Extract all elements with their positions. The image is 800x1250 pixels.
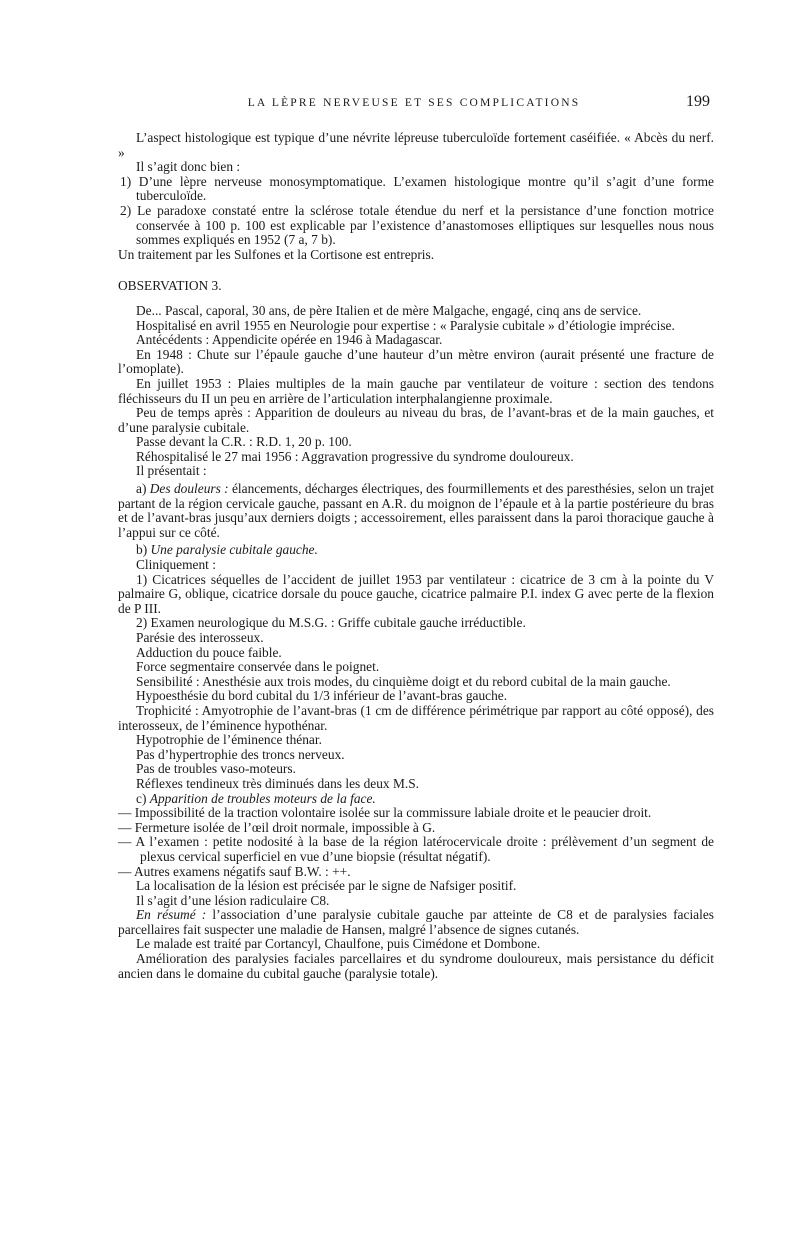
paragraph: 2) Examen neurologique du M.S.G. : Griffe cubitale gauche irréductible. <box>136 615 526 631</box>
dash-item: — Impossibilité de la traction volontaire isolée sur la commissure labiale droite et le peaucier droit. <box>118 805 652 821</box>
dash-item: — Fermeture isolée de l’œil droit normale, impossible à G. <box>118 819 436 835</box>
paragraph: Le malade est traité par Cortancyl, Chaulfone, puis Cimédone et Dombone. <box>136 936 541 952</box>
paragraph: De... Pascal, caporal, 30 ans, de père Italien et de mère Malgache, engagé, cinq ans de service. <box>136 302 642 318</box>
numbered-item: 2) Le paradoxe constaté entre la sclérose totale étendue du nerf et la persistance d’une fonction motrice conservée à 100 p. 100 est explicable par l’existence d’anastomoses elliptiques sur lesquelles nous nous sommes expliqués en 1952 (7 a, 7 b). <box>120 202 714 248</box>
paragraph: Parésie des interosseux. <box>136 630 264 645</box>
paragraph: 1) Cicatrices séquelles de l’accident de juillet 1953 par ventilateur : cicatrice de 3 cm à la pointe du V palmaire G, oblique, cicatrice dorsale du pouce gauche, cicatrice palmaire P.I. index G avec perte de la flexion de P III. <box>118 571 714 616</box>
paragraph: Peu de temps après : Apparition de douleurs au niveau du bras, de l’avant-bras et de la main gauches, et d’une paralysie cubitale. <box>118 405 714 435</box>
paragraph: Pas de troubles vaso-moteurs. <box>136 761 296 777</box>
paragraph: Pas d’hypertrophie des troncs nerveux. <box>136 746 345 762</box>
paragraph: Hypotrophie de l’éminence thénar. <box>136 732 322 748</box>
paragraph: En 1948 : Chute sur l’épaule gauche d’une hauteur d’un mètre environ (aurait présenté une fracture de l’omoplate). <box>118 346 714 377</box>
paragraph: Hypoesthésie du bord cubital du 1/3 inférieur de l’avant-bras gauche. <box>136 688 508 704</box>
paragraph: Hospitalisé en avril 1955 en Neurologie pour expertise : « Paralysie cubitale » d’étiologie imprécise. <box>136 317 675 333</box>
item-label: a) <box>136 481 150 497</box>
paragraph: Il s’agit donc bien : <box>136 159 241 175</box>
dash-item: — Autres examens négatifs sauf B.W. : ++. <box>118 863 351 879</box>
page-header <box>118 93 710 113</box>
paragraph: Réhospitalisé le 27 mai 1956 : Aggravation progressive du syndrome douloureux. <box>136 448 574 464</box>
item-heading: Apparition de troubles moteurs de la face. <box>149 790 376 806</box>
summary-paragraph <box>118 908 714 937</box>
paragraph: La localisation de la lésion est précisée par le signe de Nafsiger positif. <box>136 878 517 894</box>
paragraph: Cliniquement : <box>136 557 216 573</box>
paragraph <box>118 482 714 540</box>
paragraph: Antécédents : Appendicite opérée en 1946 à Madagascar. <box>136 332 443 348</box>
running-title: LA LÈPRE NERVEUSE ET SES COMPLICATIONS <box>247 97 581 109</box>
numbered-item: 1) D’une lèpre nerveuse monosymptomatique. L’examen histologique montre qu’il s’agit d’une forme tuberculoïde. <box>120 173 714 204</box>
paragraph <box>118 543 714 558</box>
summary-heading: En résumé : <box>136 907 207 923</box>
paragraph: Force segmentaire conservée dans le poignet. <box>136 659 380 675</box>
item-heading: Des douleurs : <box>149 481 229 497</box>
paragraph: En juillet 1953 : Plaies multiples de la main gauche par ventilateur de voiture : section des tendons fléchisseurs du II un peu en arrière de l’articulation interphalangienne proximale. <box>118 375 714 406</box>
paragraph: Il s’agit d’une lésion radiculaire C8. <box>136 892 330 908</box>
paragraph: Amélioration des paralysies faciales parcellaires et du syndrome douloureux, mais persistance du déficit ancien dans le domaine du cubital gauche (paralysie totale). <box>118 951 714 981</box>
paragraph: Un traitement par les Sulfones et la Cortisone est entrepris. <box>118 246 435 262</box>
paragraph: Réflexes tendineux très diminués dans les deux M.S. <box>136 775 420 791</box>
item-heading: Une paralysie cubitale gauche. <box>150 542 318 558</box>
page-number: 199 <box>686 93 710 110</box>
observation-heading: OBSERVATION 3. <box>118 278 222 294</box>
paragraph: Passe devant la C.R. : R.D. 1, 20 p. 100. <box>136 434 352 450</box>
paragraph: Trophicité : Amyotrophie de l’avant-bras (1 cm de différence périmétrique par rapport au côté opposé), des interosseux, de l’éminence hypothénar. <box>118 702 714 733</box>
summary-text: l’association d’une paralysie cubitale gauche par atteinte de C8 et de paralysies faciales parcellaires fait suspecter une maladie de Hansen, malgré l’absence de signes cutanés. <box>118 907 714 937</box>
paragraph <box>118 792 714 807</box>
body-text <box>118 131 714 981</box>
dash-item: — A l’examen : petite nodosité à la base de la région latérocervicale droite : prélèvement d’un segment de plexus cervical superficiel en vue d’une biopsie (résultat négatif). <box>118 834 714 864</box>
paragraph: Il présentait : <box>136 463 207 479</box>
paragraph: Sensibilité : Anesthésie aux trois modes, du cinquième doigt et du rebord cubital de la main gauche. <box>136 673 671 689</box>
item-text: élancements, décharges électriques, des fourmillements et des paresthésies, selon un trajet partant de la région cervicale gauche, passant en A.R. du moignon de l’épaule et à la partie postérieure du bras et de l’avant-bras jusqu’aux derniers doigts ; accessoirement, elles paraissent dans la paroi thoracique gauche à l’appui sur ce côté. <box>118 481 714 540</box>
item-label: c) <box>136 790 150 806</box>
paragraph: Adduction du pouce faible. <box>136 644 282 660</box>
paragraph: L’aspect histologique est typique d’une névrite lépreuse tuberculoïde fortement caséifiée. « Abcès du nerf. » <box>118 130 714 160</box>
item-label: b) <box>136 542 151 558</box>
